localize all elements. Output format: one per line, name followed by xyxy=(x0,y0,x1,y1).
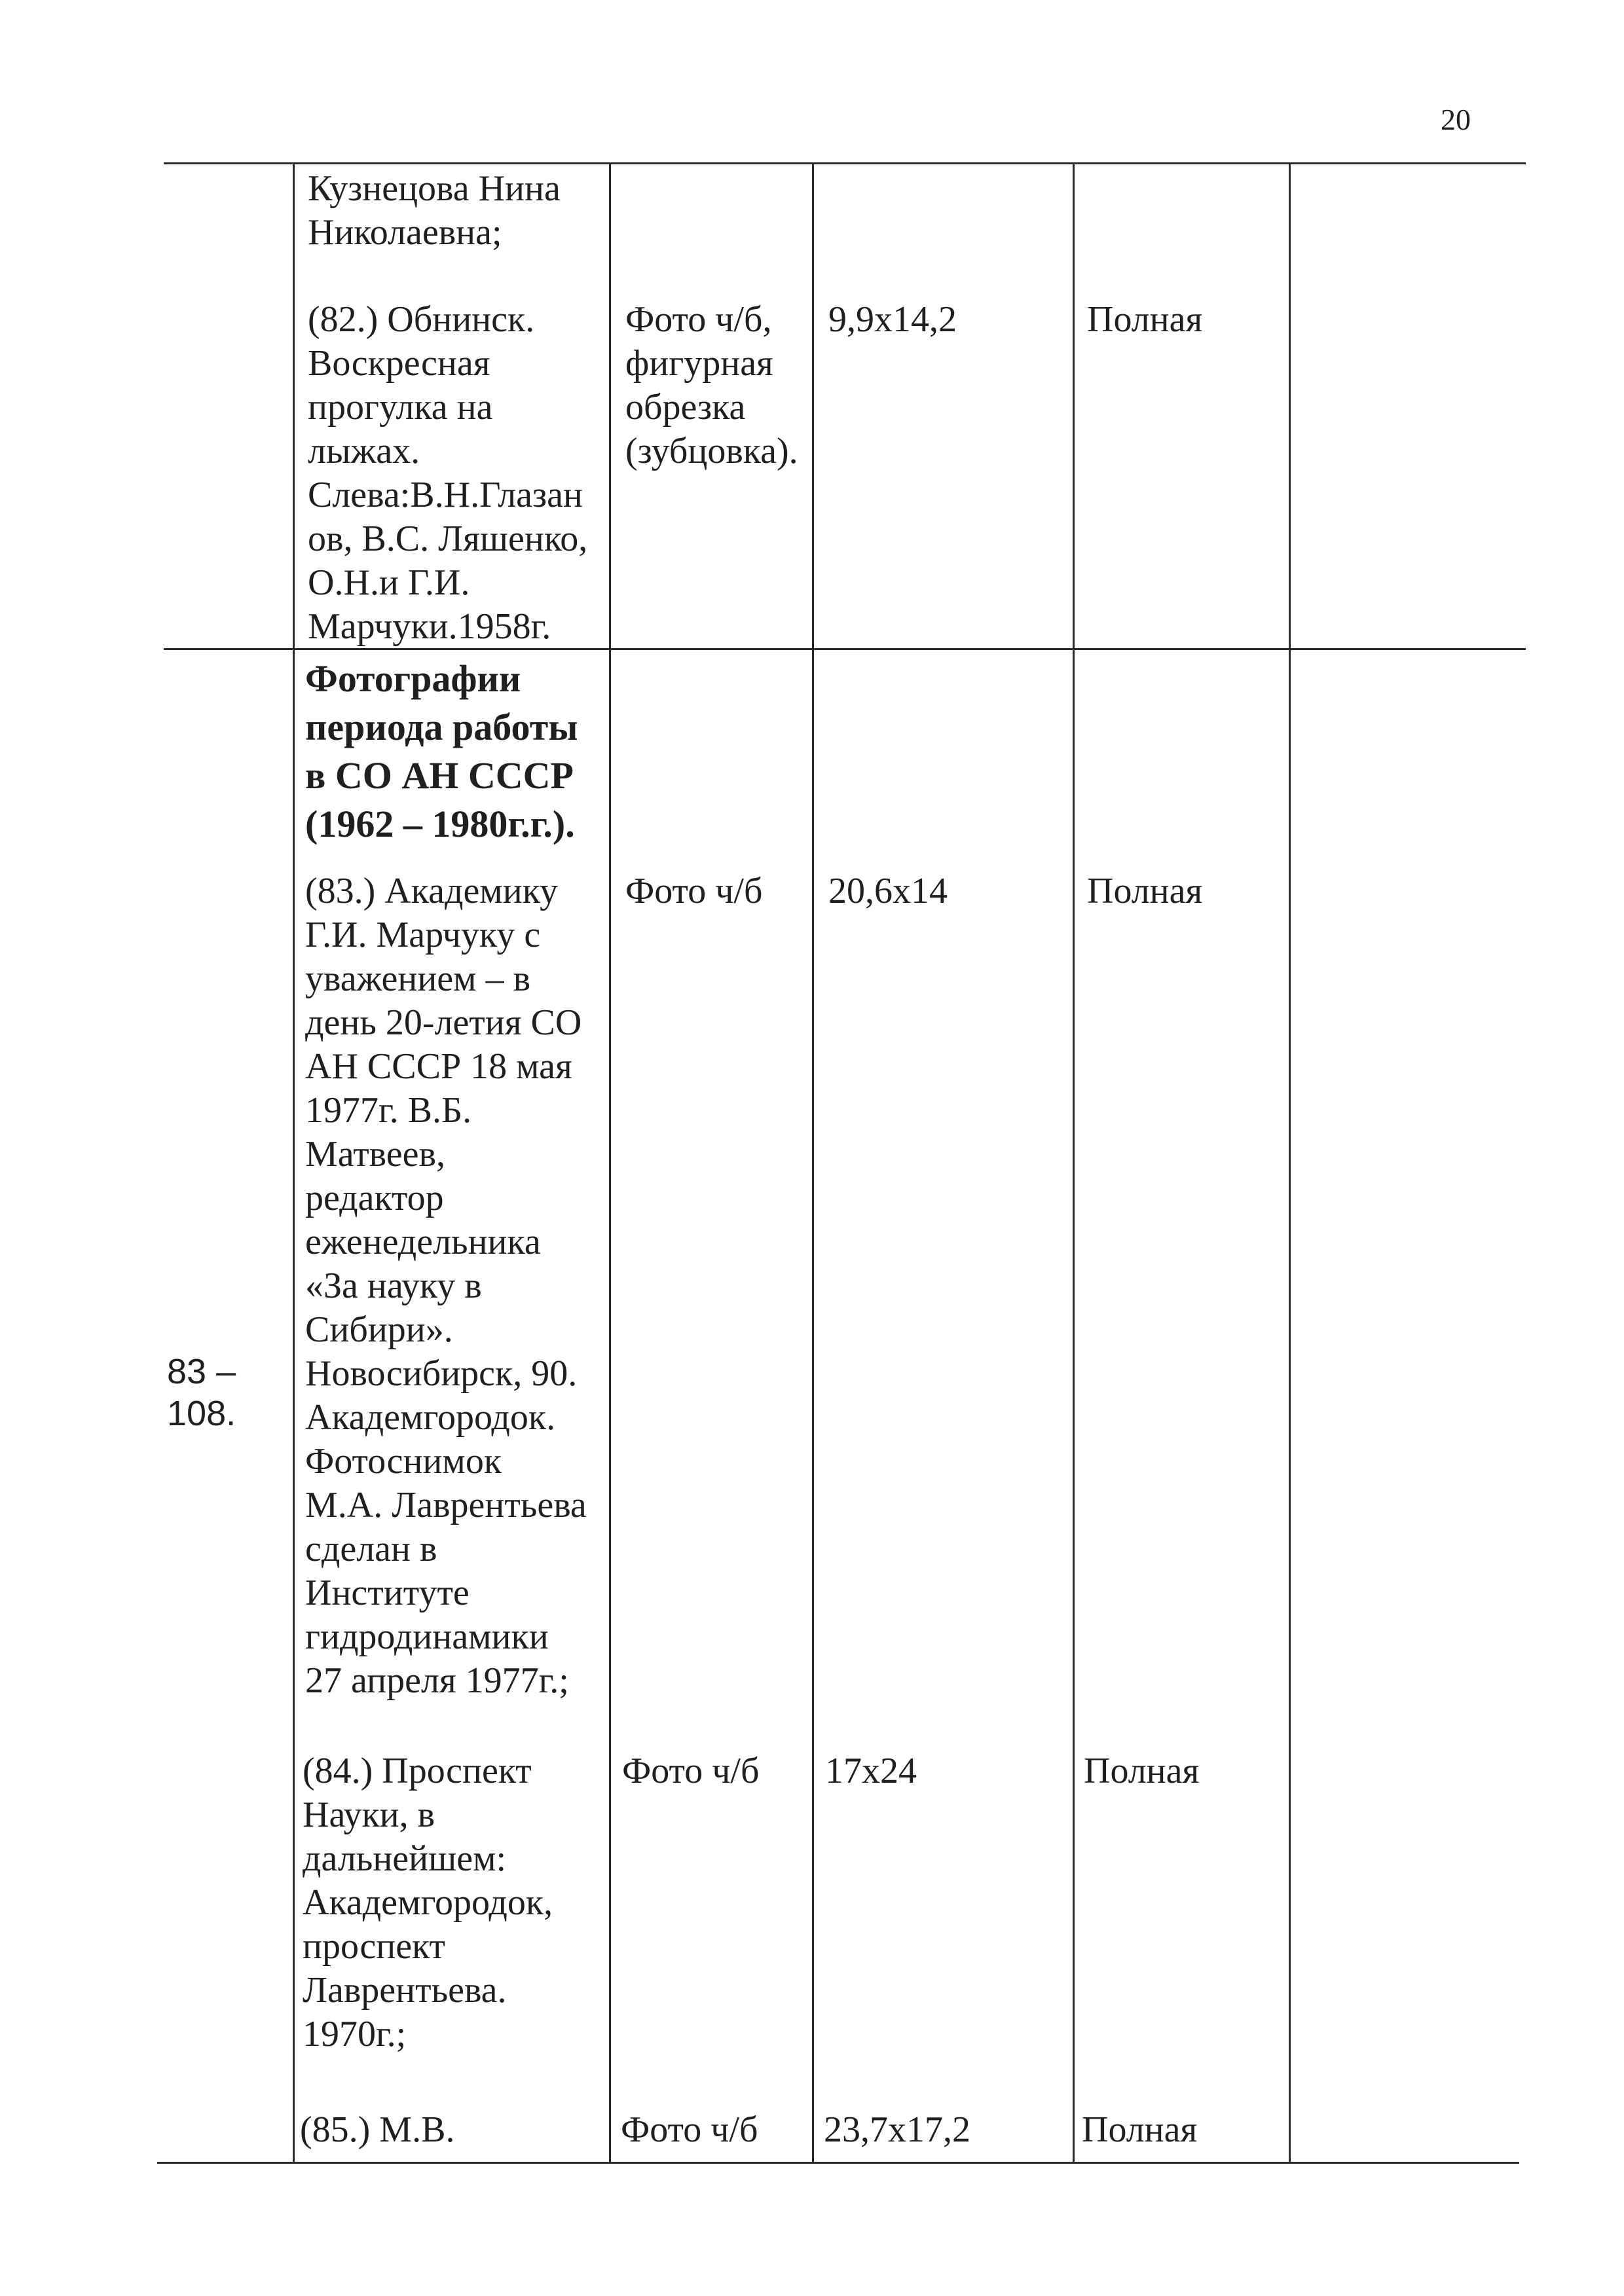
entry-description: Кузнецова Нина Николаевна; xyxy=(308,168,561,253)
entry-completeness: Полная xyxy=(1087,299,1203,340)
entry-size: 23,7х17,2 xyxy=(824,2109,970,2150)
entry-completeness: Полная xyxy=(1082,2109,1198,2150)
entry-description: (84.) Проспект Науки, в дальнейшем: Академгородок, проспект Лаврентьева. 1970г.; xyxy=(303,1751,553,2054)
entry-description: (82.) Обнинск. Воскресная прогулка на лыжах. Слева:В.Н.Глазан ов, В.С. Ляшенко, О.Н.и Г.И. Марчуки.1958г. xyxy=(308,299,588,647)
column-divider-2 xyxy=(609,162,611,2163)
column-divider-3 xyxy=(812,162,814,2163)
entry-type: Фото ч/б xyxy=(621,2109,758,2150)
entry-size: 9,9х14,2 xyxy=(828,299,957,340)
column-divider-4 xyxy=(1073,162,1075,2163)
column-divider-1 xyxy=(293,162,295,2163)
entry-type: Фото ч/б xyxy=(625,871,763,911)
entry-size: 17х24 xyxy=(825,1751,917,1791)
entry-completeness: Полная xyxy=(1084,1751,1200,1791)
table-top-border xyxy=(164,162,1526,164)
entry-type: Фото ч/б, фигурная обрезка (зубцовка). xyxy=(625,299,798,471)
entry-size: 20,6х14 xyxy=(828,871,948,911)
page-number: 20 xyxy=(1441,103,1471,136)
row-index-range: 83 – 108. xyxy=(167,1352,236,1433)
entry-type: Фото ч/б xyxy=(622,1751,760,1791)
entry-description: (83.) Академику Г.И. Марчуку с уважением – в день 20-летия СО АН СССР 18 мая 1977г. В.Б. Матвеев, редактор еженедельника «За науку в Сибири». Новосибирск, 90. Академгородок. Фотоснимок М.А. Лаврентьева сделан в Институте гидродинамики 27 апреля 1977г.; xyxy=(305,871,587,1701)
entry-completeness: Полная xyxy=(1087,871,1203,911)
section-heading: Фотографии периода работы в СО АН СССР (1962 – 1980г.г.). xyxy=(305,657,578,845)
table-bottom-border xyxy=(157,2162,1519,2164)
column-divider-5 xyxy=(1289,162,1291,2163)
entry-description: (85.) М.В. xyxy=(300,2109,455,2150)
